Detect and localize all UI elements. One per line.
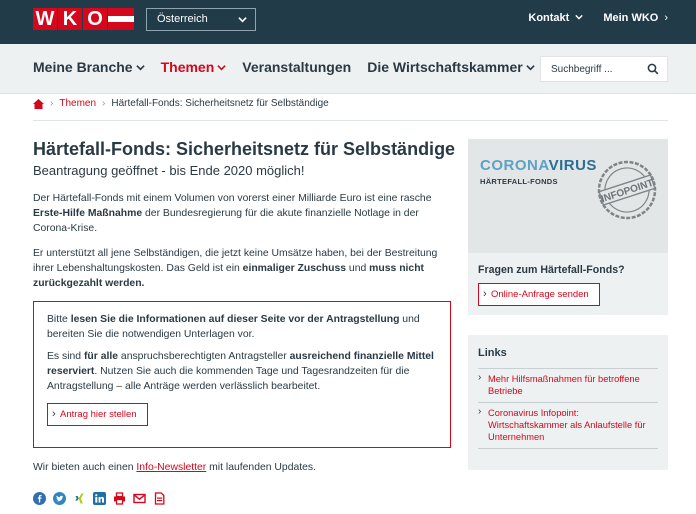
newsletter-text: mit laufenden Updates. xyxy=(206,462,317,473)
austria-flag-icon xyxy=(108,8,134,30)
notice-text: und bereiten Sie die notwendigen Unterlagen vor. xyxy=(47,314,420,340)
top-nav xyxy=(528,12,668,24)
breadcrumb-separator: › xyxy=(102,98,106,109)
top-bar xyxy=(0,0,696,44)
mail-icon[interactable] xyxy=(133,492,146,505)
coronavirus-promo-banner[interactable] xyxy=(468,139,668,253)
twitter-icon[interactable] xyxy=(53,492,66,505)
chevron-down-icon xyxy=(526,64,535,75)
search-box xyxy=(540,56,668,82)
notice-bold: ausreichend finanzielle Mittel reserviert xyxy=(47,351,434,377)
chevron-right-icon: › xyxy=(664,12,668,24)
nav-item-themen[interactable] xyxy=(161,59,227,75)
search-input[interactable] xyxy=(541,57,641,81)
info-panel xyxy=(468,139,668,315)
contact-label: Kontakt xyxy=(528,12,570,24)
chevron-down-icon xyxy=(575,12,583,24)
xing-icon[interactable] xyxy=(73,492,86,505)
chevron-down-icon xyxy=(136,64,145,75)
divider xyxy=(33,120,668,121)
link-infopoint[interactable]: › Coronavirus Infopoint: Wirtschaftskammer als Anlaufstelle für Unternehmen xyxy=(478,402,658,449)
nav-item-veranstaltungen[interactable] xyxy=(242,59,351,75)
logo-letter-w: W xyxy=(33,8,57,30)
notice-text: Bitte xyxy=(47,314,71,325)
intro-paragraph xyxy=(33,191,448,236)
search-icon[interactable] xyxy=(647,62,659,80)
link-more-measures[interactable]: › Mehr Hilfsmaßnahmen für betroffene Betriebe xyxy=(478,368,658,402)
page-subtitle: Beantragung geöffnet - bis Ende 2020 möglich! xyxy=(33,163,305,178)
nav-item-label: Veranstaltungen xyxy=(242,59,352,75)
intro-text-2: der Bundesregierung für die akute finanzielle Notlage in der Corona-Krise. xyxy=(33,208,419,234)
print-icon[interactable] xyxy=(113,492,126,505)
intro-bold-1: Erste-Hilfe Maßnahme xyxy=(33,208,143,219)
notice-bold: lesen Sie die Informationen auf dieser Seite vor der Antragstellung xyxy=(70,314,400,325)
notice-text: Es sind xyxy=(47,351,84,362)
breadcrumb-link-themen[interactable]: Themen xyxy=(59,98,97,109)
support-bold-1: einmaliger Zuschuss xyxy=(242,263,347,274)
support-bold-2: muss nicht zurückgezahlt werden. xyxy=(33,263,425,289)
notice-text: . Nutzen Sie auch die kommenden Tage und Tagesrandzeiten für die Antragstellung – alle Anträge werden verlässlich bearbeitet. xyxy=(47,366,410,392)
links-list xyxy=(478,368,658,449)
country-select[interactable] xyxy=(146,8,256,31)
newsletter-link[interactable]: Info-Newsletter xyxy=(136,462,207,473)
my-wko-label: Mein WKO xyxy=(603,12,659,24)
notice-paragraph-1 xyxy=(47,312,440,342)
question-heading: Fragen zum Härtefall-Fonds? xyxy=(478,264,625,276)
online-request-button[interactable]: › Online-Anfrage senden xyxy=(478,283,600,306)
newsletter-line xyxy=(33,462,316,473)
pdf-icon[interactable] xyxy=(153,492,166,505)
breadcrumb xyxy=(33,98,329,109)
links-panel xyxy=(468,335,668,470)
contact-link[interactable] xyxy=(528,12,583,24)
country-select-value: Österreich xyxy=(157,13,208,25)
support-text-2: und xyxy=(346,263,370,274)
promo-subtitle: HÄRTEFALL-FONDS xyxy=(480,177,558,186)
apply-button[interactable]: › Antrag hier stellen xyxy=(47,403,148,426)
facebook-icon[interactable] xyxy=(33,492,46,505)
notice-box xyxy=(33,301,451,448)
linkedin-icon[interactable] xyxy=(93,492,106,505)
notice-bold: für alle xyxy=(83,351,119,362)
support-text-1: Er unterstützt all jene Selbständigen, die jetzt keine Umsätze haben, bei der Bestreitung ihrer Lebenshaltungskosten. Das Geld ist ein xyxy=(33,248,438,274)
logo-letter-k: K xyxy=(58,8,82,30)
infopoint-stamp-icon xyxy=(596,159,658,221)
nav-item-label: Die Wirtschaftskammer xyxy=(367,59,523,75)
notice-text: anspruchsberechtigten Antragsteller xyxy=(118,351,290,362)
promo-title xyxy=(480,157,597,174)
share-bar xyxy=(33,492,166,505)
my-wko-link[interactable] xyxy=(603,12,668,24)
home-icon[interactable] xyxy=(33,99,44,109)
breadcrumb-current: Härtefall-Fonds: Sicherheitsnetz für Selbständige xyxy=(111,98,329,109)
chevron-down-icon xyxy=(238,9,247,30)
links-heading: Links xyxy=(478,347,507,359)
logo-letter-o: O xyxy=(83,8,107,30)
nav-item-meine-branche[interactable] xyxy=(33,59,145,75)
stamp-text: INFOPOINT xyxy=(599,177,656,206)
nav-item-label: Themen xyxy=(160,59,215,75)
page-title: Härtefall-Fonds: Sicherheitsnetz für Selbständige xyxy=(33,139,456,159)
chevron-down-icon xyxy=(217,64,226,75)
promo-title-part-2: VIRUS xyxy=(548,157,597,174)
nav-item-label: Meine Branche xyxy=(33,59,133,75)
intro-text-1: Der Härtefall-Fonds mit einem Volumen von vorerst einer Milliarde Euro ist eine rasche xyxy=(33,193,432,204)
nav-item-die-wirtschaftskammer[interactable] xyxy=(367,59,535,75)
breadcrumb-separator: › xyxy=(50,98,54,109)
support-paragraph xyxy=(33,246,448,291)
wko-logo[interactable] xyxy=(33,8,134,30)
notice-paragraph-2 xyxy=(47,349,440,394)
newsletter-text: Wir bieten auch einen xyxy=(33,462,137,473)
promo-title-part-1: CORONA xyxy=(480,157,549,174)
